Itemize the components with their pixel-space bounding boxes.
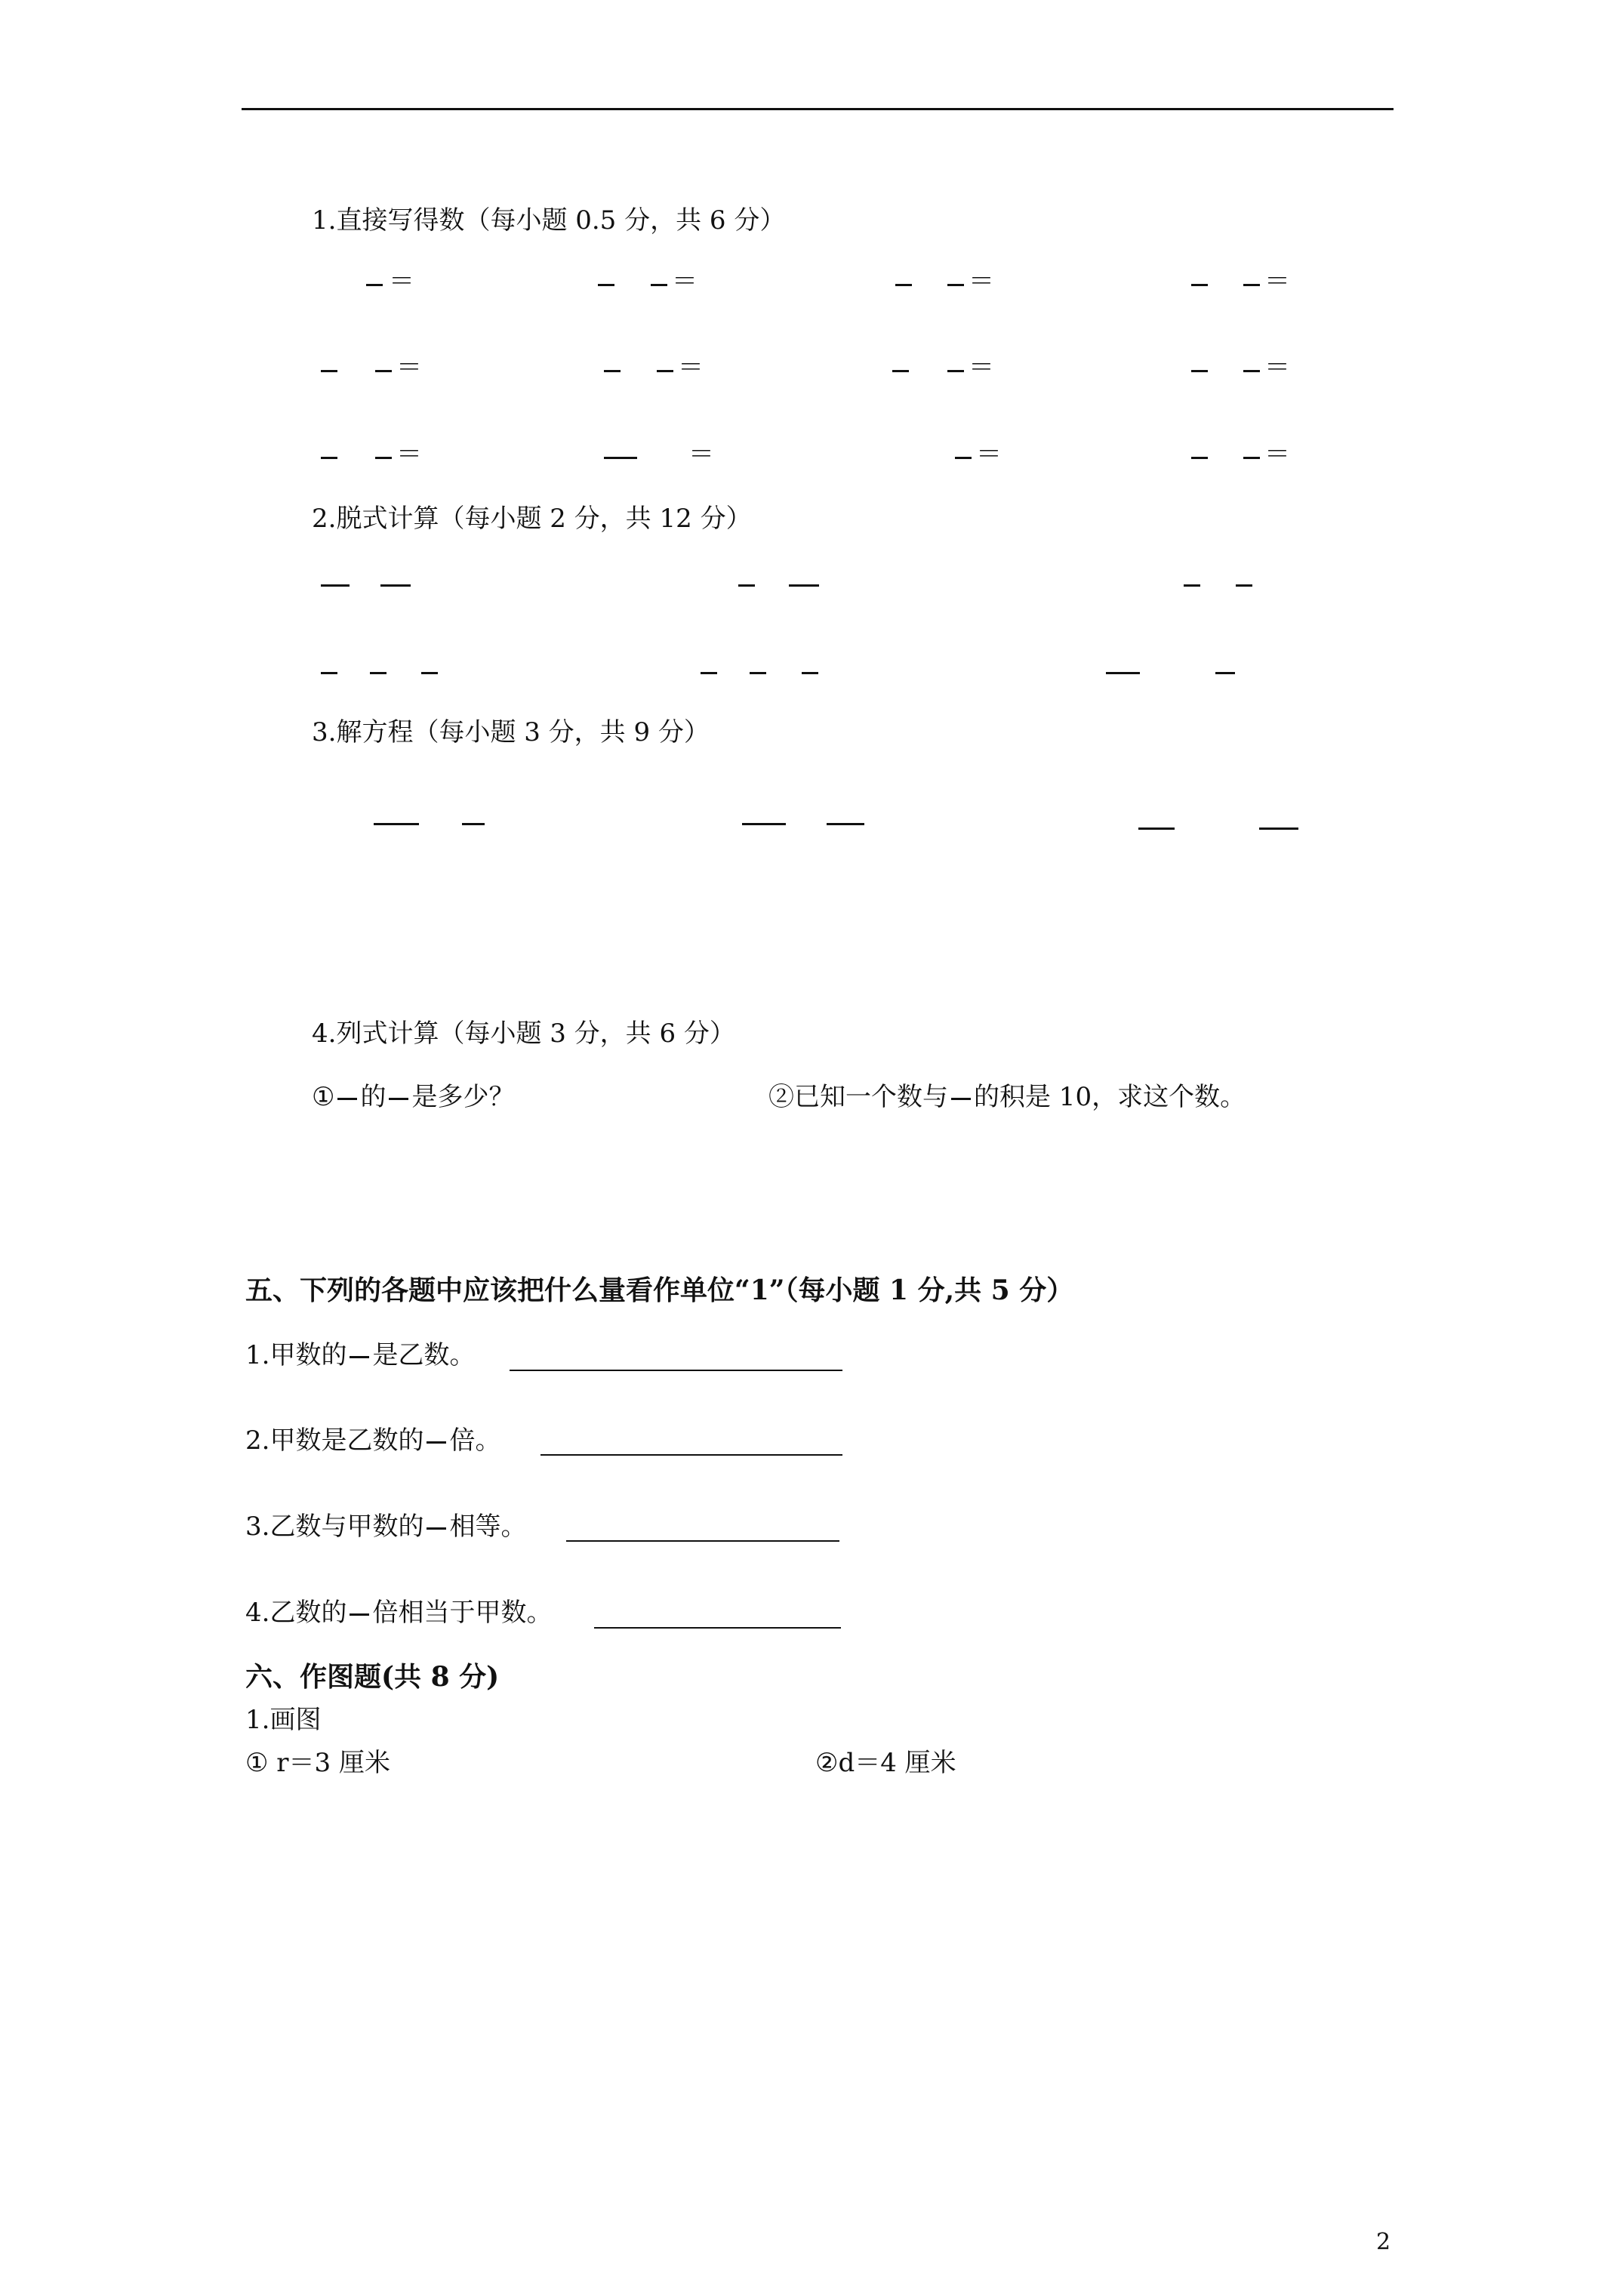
fraction-bar bbox=[421, 672, 438, 674]
s6-subtitle: 1.画图 bbox=[245, 1705, 322, 1735]
fraction-bar bbox=[366, 284, 383, 286]
equals-sign: ＝ bbox=[1264, 353, 1290, 383]
fraction-bar bbox=[947, 284, 964, 286]
fraction-bar bbox=[892, 370, 909, 372]
fraction-bar bbox=[738, 584, 755, 587]
fraction-bar bbox=[1191, 284, 1208, 286]
equals-sign: ＝ bbox=[969, 353, 994, 383]
fraction-bar bbox=[1106, 672, 1140, 674]
fraction-bar bbox=[350, 1613, 369, 1616]
equals-sign: ＝ bbox=[389, 267, 414, 297]
fraction-bar bbox=[370, 672, 387, 674]
s5-item-2: 2.甲数是乙数的 倍。 bbox=[245, 1425, 501, 1456]
fraction-bar bbox=[350, 1356, 369, 1358]
q4-item-1: ① 的 是多少？ bbox=[312, 1082, 515, 1112]
equals-sign: ＝ bbox=[1264, 267, 1290, 297]
fraction-bar bbox=[1243, 457, 1260, 459]
fraction-bar bbox=[374, 823, 419, 825]
fraction-bar bbox=[1243, 370, 1260, 372]
equals-sign: ＝ bbox=[396, 353, 422, 383]
answer-blank[interactable] bbox=[594, 1627, 841, 1629]
fraction-bar bbox=[321, 457, 337, 459]
fraction-bar bbox=[651, 284, 667, 286]
answer-blank[interactable] bbox=[540, 1454, 842, 1456]
q2-title: 2.脱式计算（每小题 2 分，共 12 分） bbox=[312, 504, 752, 534]
equals-sign: ＝ bbox=[688, 439, 714, 470]
fraction-bar bbox=[427, 1527, 446, 1530]
equals-sign: ＝ bbox=[976, 439, 1002, 470]
s5-item-1: 1.甲数的 是乙数。 bbox=[245, 1340, 476, 1370]
s5-item-4: 4.乙数的 倍相当于甲数。 bbox=[245, 1598, 553, 1628]
fraction-bar bbox=[1184, 584, 1200, 587]
fraction-bar bbox=[462, 823, 485, 825]
fraction-bar bbox=[1191, 457, 1208, 459]
s6-item-2: ②d＝4 厘米 bbox=[815, 1748, 956, 1778]
fraction-bar bbox=[604, 370, 621, 372]
fraction-bar bbox=[895, 284, 912, 286]
fraction-bar bbox=[321, 584, 350, 587]
header-rule bbox=[242, 108, 1394, 110]
fraction-bar bbox=[742, 823, 786, 825]
fraction-bar bbox=[375, 457, 392, 459]
fraction-bar bbox=[389, 1098, 408, 1100]
fraction-bar bbox=[701, 672, 717, 674]
equals-sign: ＝ bbox=[678, 353, 704, 383]
section-6-title: 六、作图题(共 8 分) bbox=[245, 1661, 500, 1693]
fraction-bar bbox=[951, 1098, 971, 1100]
fraction-bar bbox=[1191, 370, 1208, 372]
page-number: 2 bbox=[1376, 2229, 1391, 2255]
answer-blank[interactable] bbox=[510, 1370, 842, 1371]
equals-sign: ＝ bbox=[1264, 439, 1290, 470]
equals-sign: ＝ bbox=[969, 267, 994, 297]
fraction-bar bbox=[1243, 284, 1260, 286]
fraction-bar bbox=[750, 672, 766, 674]
fraction-bar bbox=[1259, 827, 1298, 830]
q3-title: 3.解方程（每小题 3 分，共 9 分） bbox=[312, 717, 710, 747]
fraction-bar bbox=[604, 457, 637, 459]
fraction-bar bbox=[1215, 672, 1235, 674]
section-5-title: 五、下列的各题中应该把什么量看作单位“1”（每小题 1 分,共 5 分） bbox=[245, 1274, 1074, 1306]
fraction-bar bbox=[789, 584, 819, 587]
q4-title: 4.列式计算（每小题 3 分，共 6 分） bbox=[312, 1019, 735, 1049]
fraction-bar bbox=[598, 284, 614, 286]
fraction-bar bbox=[380, 584, 411, 587]
fraction-bar bbox=[827, 823, 864, 825]
fraction-bar bbox=[321, 672, 337, 674]
q1-title: 1.直接写得数（每小题 0.5 分，共 6 分） bbox=[312, 205, 786, 236]
s5-item-3: 3.乙数与甲数的 相等。 bbox=[245, 1512, 527, 1542]
fraction-bar bbox=[1138, 827, 1175, 830]
fraction-bar bbox=[802, 672, 818, 674]
fraction-bar bbox=[427, 1441, 446, 1444]
fraction-bar bbox=[1236, 584, 1252, 587]
q4-item-2: ②已知一个数与 的积是 10，求这个数。 bbox=[768, 1082, 1246, 1112]
fraction-bar bbox=[337, 1098, 357, 1100]
fraction-bar bbox=[375, 370, 392, 372]
equals-sign: ＝ bbox=[672, 267, 698, 297]
fraction-bar bbox=[657, 370, 673, 372]
fraction-bar bbox=[321, 370, 337, 372]
equals-sign: ＝ bbox=[396, 439, 422, 470]
s6-item-1: ① r＝3 厘米 bbox=[245, 1748, 390, 1778]
fraction-bar bbox=[947, 370, 964, 372]
answer-blank[interactable] bbox=[566, 1540, 839, 1542]
fraction-bar bbox=[955, 457, 972, 459]
